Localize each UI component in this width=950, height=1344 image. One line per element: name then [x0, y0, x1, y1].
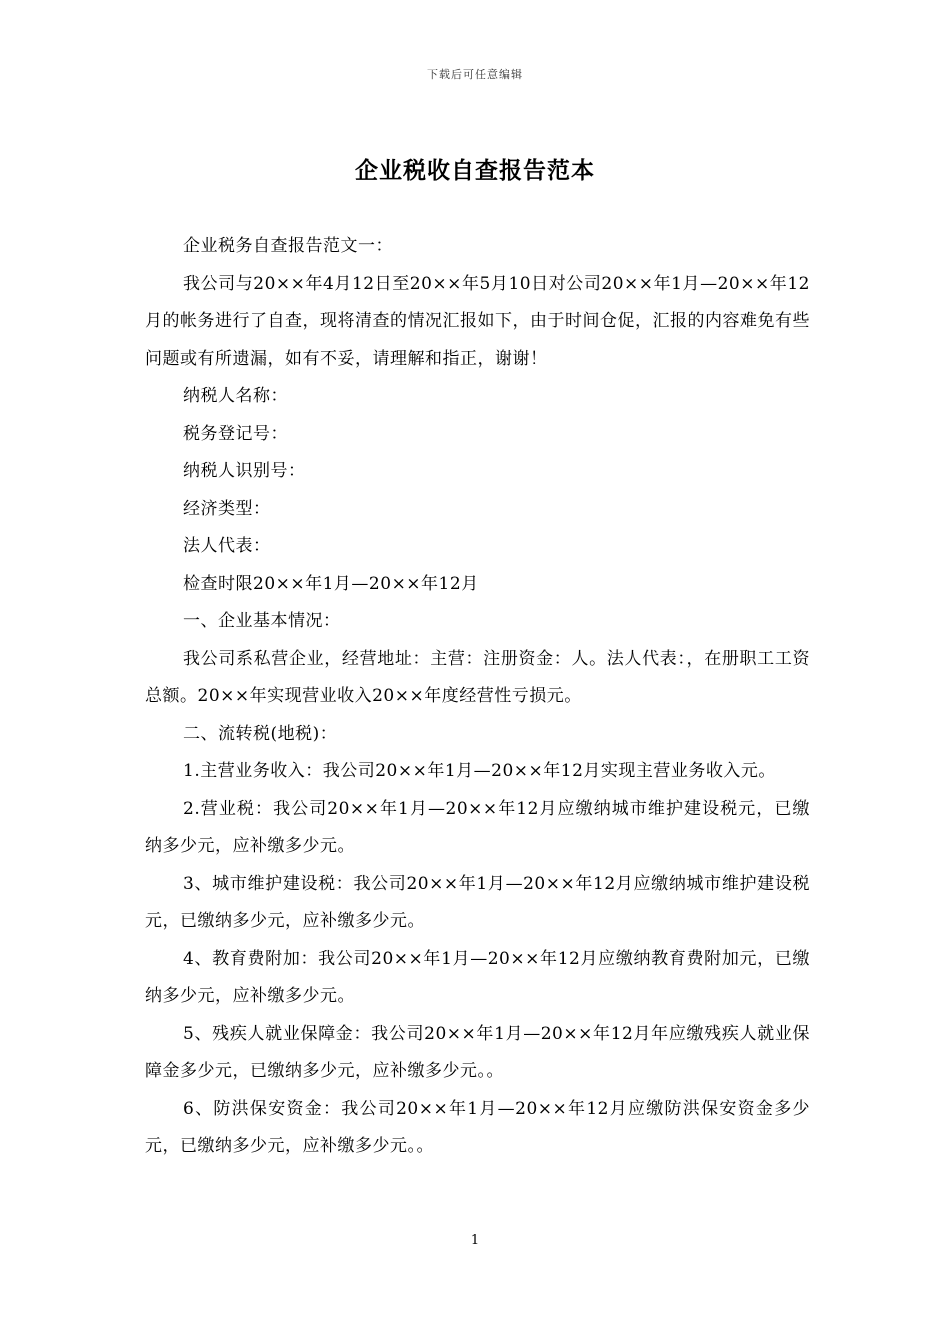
page-number: 1 — [470, 1233, 480, 1248]
item-education-surcharge: 4、教育费附加：我公司20××年1月—20××年12月应缴纳教育费附加元，已缴纳多少元，应补缴多少元。 — [145, 948, 810, 1006]
paragraph-basic-info: 我公司系私营企业，经营地址：主营：注册资金：人。法人代表：，在册职工工资总额。20××年实现营业收入20××年度经营性亏损元。 — [145, 648, 810, 706]
field-tax-registration-number: 税务登记号： — [183, 423, 288, 444]
paragraph-intro: 企业税务自查报告范文一： — [183, 236, 393, 256]
field-taxpayer-id: 纳税人识别号： — [183, 461, 306, 481]
field-legal-representative: 法人代表： — [183, 536, 271, 556]
item-urban-maintenance-tax: 3、城市维护建设税：我公司20××年1月—20××年12月应缴纳城市维护建设税元，已缴纳多少元，应补缴多少元。 — [145, 873, 810, 931]
item-disability-employment-fund: 5、残疾人就业保障金：我公司20××年1月—20××年12月年应缴残疾人就业保障金多少元，已缴纳多少元，应补缴多少元。。 — [145, 1023, 810, 1081]
section-heading-basic-info: 一、企业基本情况： — [183, 611, 341, 631]
field-economic-type: 经济类型： — [183, 498, 271, 519]
item-business-tax: 2.营业税：我公司20××年1月—20××年12月应缴纳城市维护建设税元，已缴纳多少元，应补缴多少元。 — [145, 798, 810, 856]
section-heading-turnover-tax: 二、流转税(地税)： — [183, 723, 338, 744]
item-flood-control-fund: 6、防洪保安资金：我公司20××年1月—20××年12月应缴防洪保安资金多少元，已缴纳多少元，应补缴多少元。。 — [145, 1098, 810, 1156]
field-taxpayer-name: 纳税人名称： — [183, 386, 288, 406]
document-title: 企业税收自查报告范本 — [355, 157, 595, 184]
header-note: 下载后可任意编辑 — [427, 68, 523, 81]
paragraph-summary: 我公司与20××年4月12日至20××年5月10日对公司20××年1月—20××年12月的帐务进行了自查，现将清查的情况汇报如下，由于时间仓促，汇报的内容难免有些问题或有所遗漏，如有不妥，请理解和指正，谢谢！ — [145, 273, 810, 369]
document-body — [145, 228, 810, 1166]
field-inspection-period: 检查时限20××年1月—20××年12月 — [183, 573, 479, 594]
item-main-business-income: 1.主营业务收入：我公司20××年1月—20××年12月实现主营业务收入元。 — [183, 761, 776, 781]
